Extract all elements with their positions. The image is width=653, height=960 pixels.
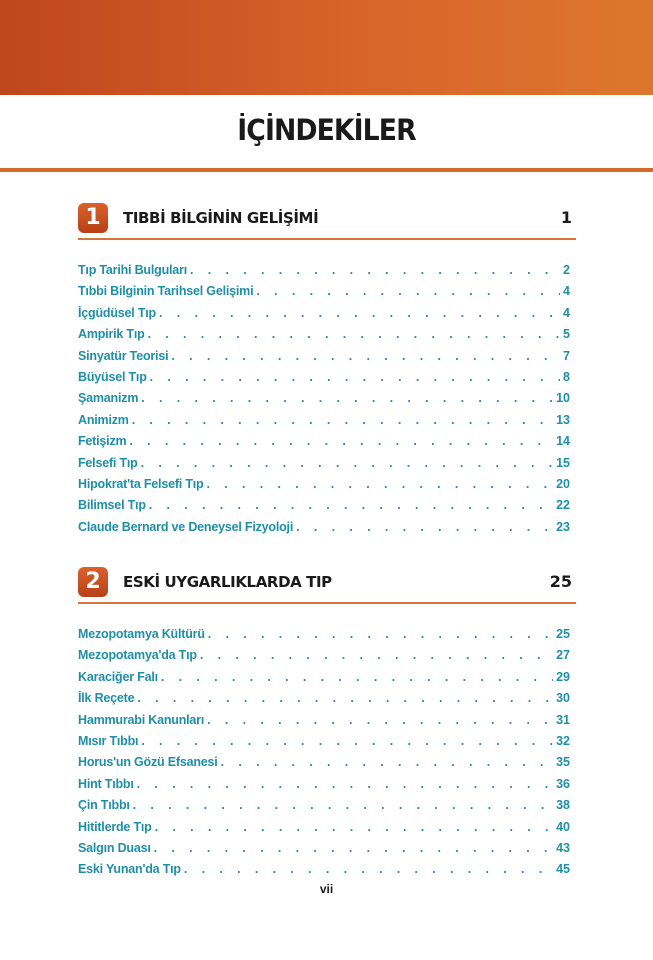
toc-entry[interactable]: [78, 731, 570, 752]
dot-leader: [133, 795, 553, 816]
toc-entry[interactable]: [78, 688, 570, 709]
toc-entry-page: 14: [556, 434, 570, 449]
toc-entry-label: Tıp Tarihi Bulguları: [78, 263, 187, 277]
toc-entry-list: [78, 624, 570, 881]
dot-leader: [149, 495, 553, 516]
toc-entry[interactable]: [78, 645, 570, 666]
toc-entry[interactable]: [78, 495, 570, 516]
chapter-number-badge: 2: [78, 567, 108, 597]
dot-leader: [256, 281, 560, 302]
toc-entry-label: Horus'un Gözü Efsanesi: [78, 755, 218, 770]
toc-entry[interactable]: [78, 752, 570, 773]
dot-leader: [184, 859, 553, 880]
dot-leader: [155, 817, 554, 838]
dot-leader: [132, 410, 553, 431]
toc-entry-page: 30: [556, 691, 570, 706]
toc-entry[interactable]: [78, 453, 570, 474]
dot-leader: [171, 346, 560, 367]
dot-leader: [148, 324, 560, 345]
toc-entry-page: 15: [556, 455, 570, 470]
toc-entry-label: Şamanizm: [78, 391, 139, 406]
toc-entry[interactable]: [78, 303, 570, 324]
toc-entry[interactable]: [78, 817, 570, 838]
toc-entry-label: Fetişizm: [78, 434, 127, 449]
dot-leader: [154, 838, 553, 859]
toc-entry-page: 22: [556, 498, 570, 513]
toc-entry-label: Hint Tıbbı: [78, 776, 134, 791]
dot-leader: [161, 667, 553, 688]
page-title: İÇİNDEKİLER: [237, 113, 416, 147]
toc-entry-label: İlk Reçete: [78, 691, 135, 706]
chapter-divider: [78, 602, 576, 604]
chapter-page-number: 1: [560, 208, 572, 227]
toc-entry-label: Büyüsel Tıp: [78, 369, 147, 384]
toc-entry-label: Mezopotamya Kültürü: [78, 627, 205, 641]
toc-entry-page: 8: [563, 369, 570, 384]
toc-entry-page: 25: [556, 627, 570, 641]
toc-entry[interactable]: [78, 281, 570, 302]
toc-entry-page: 38: [556, 798, 570, 813]
toc-entry-page: 27: [556, 648, 570, 663]
toc-entry-page: 32: [556, 733, 570, 748]
toc-entry[interactable]: [78, 838, 570, 859]
chapter-number-badge: 1: [78, 203, 108, 233]
header-band: [0, 0, 653, 95]
toc-entry-label: Animizm: [78, 412, 129, 427]
toc-entry[interactable]: [78, 774, 570, 795]
toc-entry-label: Hammurabi Kanunları: [78, 712, 205, 727]
toc-entry[interactable]: [78, 367, 570, 388]
toc-entry-page: 40: [556, 819, 570, 834]
chapter-heading[interactable]: [78, 567, 576, 595]
toc-entry-label: Sinyatür Teorisi: [78, 348, 169, 363]
toc-entry-page: 5: [563, 327, 570, 342]
dot-leader: [208, 624, 553, 645]
dot-leader: [221, 752, 554, 773]
chapter-1: [78, 203, 576, 534]
toc-entry-label: Ampirik Tıp: [78, 327, 145, 342]
toc-entry-label: İçgüdüsel Tıp: [78, 305, 156, 320]
toc-entry-page: 7: [563, 348, 570, 363]
toc-entry[interactable]: [78, 431, 570, 452]
toc-entry-page: 35: [556, 755, 570, 770]
toc-entry[interactable]: [78, 667, 570, 688]
toc-entry-label: Felsefi Tıp: [78, 455, 138, 470]
dot-leader: [296, 517, 553, 538]
toc-entry-label: Mısır Tıbbı: [78, 733, 139, 748]
toc-entry[interactable]: [78, 517, 570, 538]
chapter-page-number: 25: [549, 572, 572, 591]
chapter-2: [78, 567, 576, 877]
dot-leader: [207, 710, 553, 731]
toc-entry-label: Hipokrat'ta Felsefi Tıp: [78, 476, 204, 491]
dot-leader: [159, 303, 560, 324]
toc-entry[interactable]: [78, 710, 570, 731]
toc-entry-page: 2: [563, 263, 570, 277]
chapter-title: ESKİ UYGARLIKLARDA TIP: [123, 573, 332, 591]
toc-entry[interactable]: [78, 260, 570, 281]
toc-entry[interactable]: [78, 795, 570, 816]
toc-entry-page: 4: [563, 305, 570, 320]
dot-leader: [206, 474, 553, 495]
toc-entry-label: Eski Yunan'da Tıp: [78, 862, 181, 877]
toc-entry-page: 45: [556, 862, 570, 877]
toc-entry[interactable]: [78, 624, 570, 645]
toc-entry[interactable]: [78, 474, 570, 495]
dot-leader: [141, 453, 553, 474]
toc-entry-label: Claude Bernard ve Deneysel Fizyoloji: [78, 519, 294, 534]
toc-entry-label: Tıbbi Bilginin Tarihsel Gelişimi: [78, 284, 254, 299]
page-number-footer: vii: [319, 882, 334, 896]
toc-entry-page: 4: [563, 284, 570, 299]
toc-entry-page: 43: [556, 840, 570, 855]
dot-leader: [141, 388, 553, 409]
toc-entry-page: 29: [556, 669, 570, 684]
toc-entry-page: 20: [556, 476, 570, 491]
toc-entry[interactable]: [78, 324, 570, 345]
toc-entry-label: Mezopotamya'da Tıp: [78, 648, 197, 663]
toc-entry-label: Hititlerde Tıp: [78, 819, 152, 834]
toc-entry-page: 23: [556, 519, 570, 534]
dot-leader: [190, 260, 560, 281]
dot-leader: [141, 731, 553, 752]
title-divider: [0, 168, 653, 172]
dot-leader: [150, 367, 560, 388]
dot-leader: [200, 645, 553, 666]
toc-entry[interactable]: [78, 346, 570, 367]
dot-leader: [137, 688, 553, 709]
toc-entry-page: 36: [556, 776, 570, 791]
toc-entry[interactable]: [78, 388, 570, 409]
chapter-divider: [78, 238, 576, 240]
toc-entry-page: 10: [556, 391, 570, 406]
toc-entry-page: 13: [556, 412, 570, 427]
toc-entry-label: Çin Tıbbı: [78, 798, 130, 813]
dot-leader: [137, 774, 553, 795]
chapter-heading[interactable]: [78, 203, 576, 231]
toc-entry[interactable]: [78, 859, 570, 880]
chapter-title: TIBBİ BİLGİNİN GELİŞİMİ: [123, 209, 319, 227]
toc-entry-label: Bilimsel Tıp: [78, 498, 146, 513]
dot-leader: [129, 431, 553, 452]
toc-entry-list: [78, 260, 570, 538]
toc-entry[interactable]: [78, 410, 570, 431]
toc-entry-label: Karaciğer Falı: [78, 669, 158, 684]
toc-entry-label: Salgın Duası: [78, 840, 151, 855]
toc-entry-page: 31: [556, 712, 570, 727]
